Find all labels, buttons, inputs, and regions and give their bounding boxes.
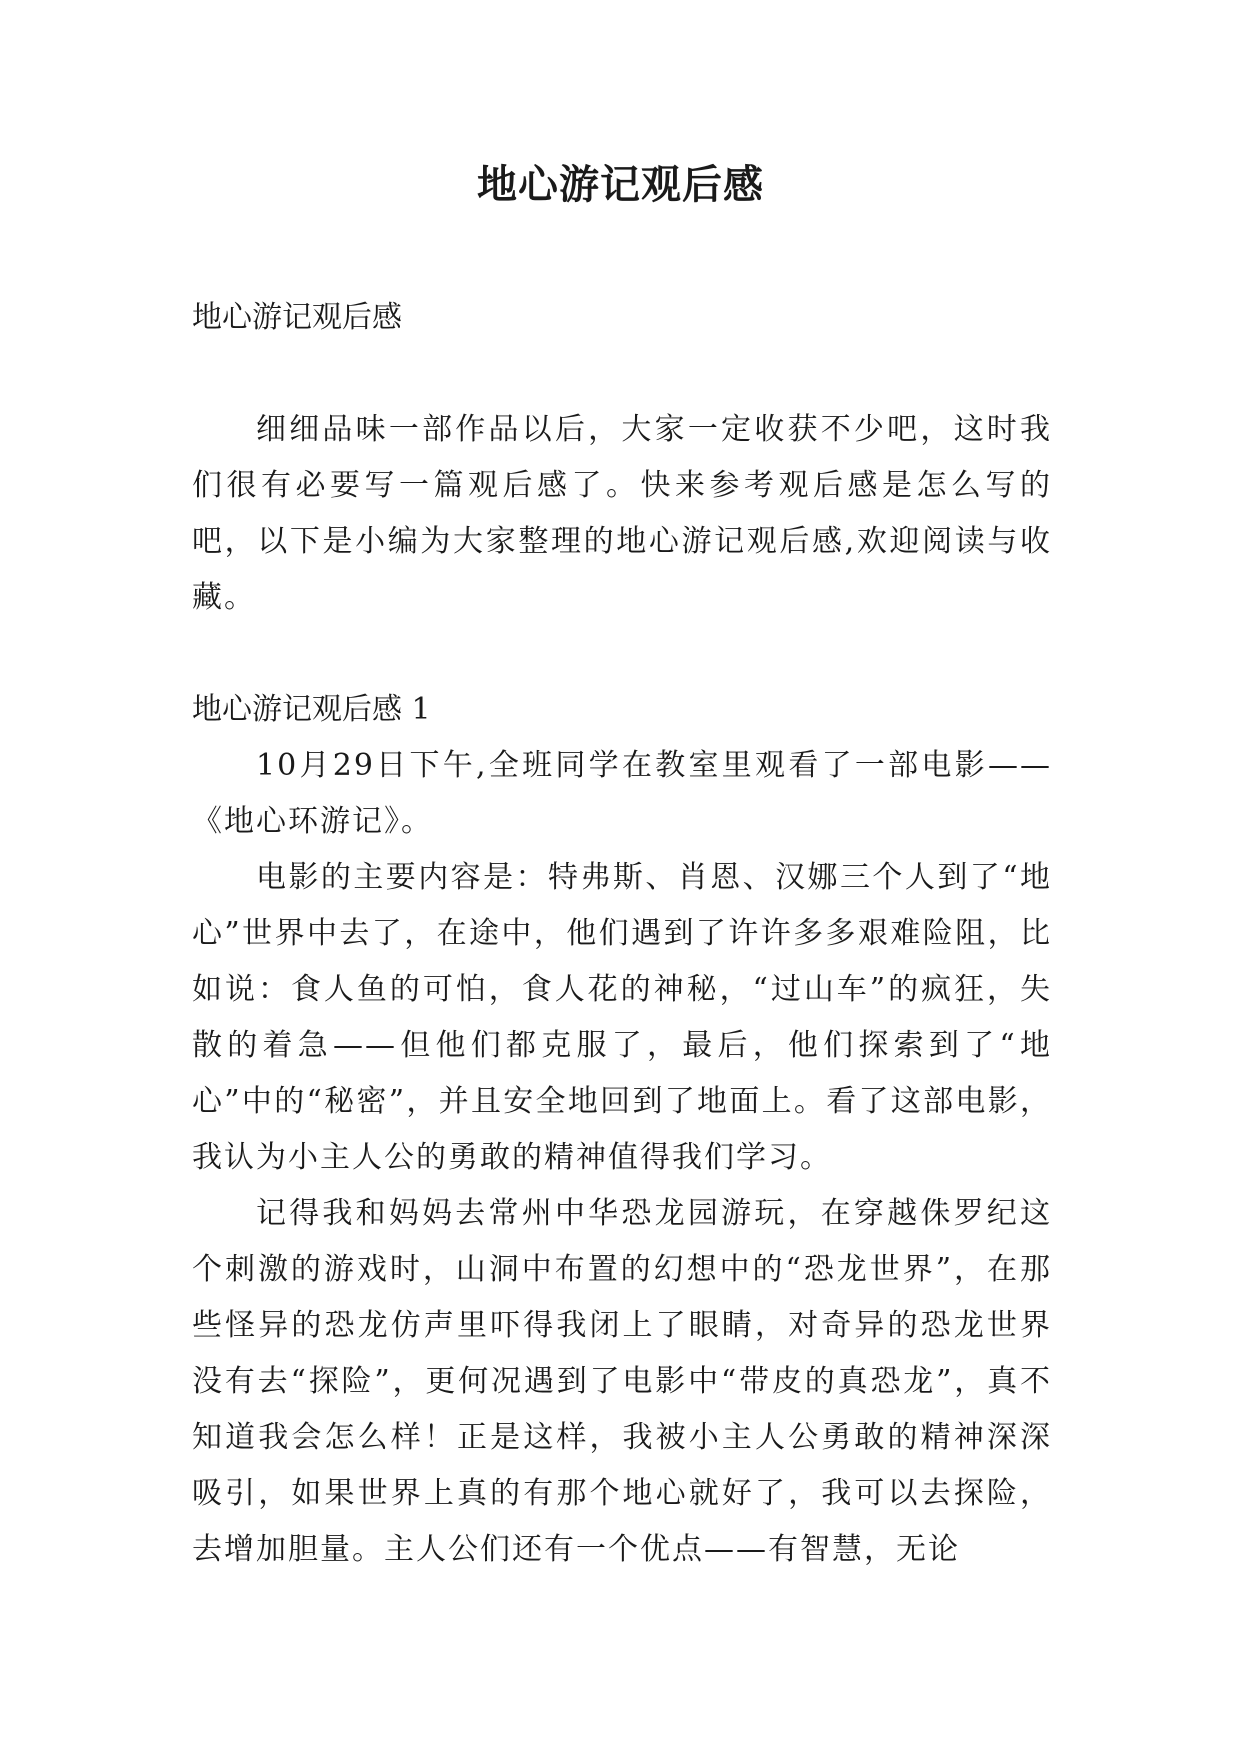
- body-paragraph: 10月29日下午,全班同学在教室里观看了一部电影——《地心环游记》。: [192, 748, 1052, 839]
- section-heading: 地心游记观后感 1: [192, 692, 431, 727]
- body-paragraph: 记得我和妈妈去常州中华恐龙园游玩，在穿越侏罗纪这个刺激的游戏时，山洞中布置的幻想中的“恐龙世界”，在那些怪异的恐龙仿声里吓得我闭上了眼睛，对奇异的恐龙世界没有去“探险”，更何况遇到了电影中“带皮的真恐龙”，真不知道我会怎么样！正是这样，我被小主人公勇敢的精神深深吸引，如果世界上真的有那个地心就好了，我可以去探险，去增加胆量。主人公们还有一个优点——有智慧，无论: [192, 1196, 1052, 1567]
- document-body: [192, 290, 1052, 1578]
- document-title: 地心游记观后感: [477, 161, 764, 208]
- spacer: [192, 346, 1052, 402]
- spacer: [192, 626, 1052, 682]
- body-paragraph: 电影的主要内容是：特弗斯、肖恩、汉娜三个人到了“地心”世界中去了，在途中，他们遇到了许许多多艰难险阻，比如说：食人鱼的可怕，食人花的神秘，“过山车”的疯狂，失散的着急——但他们都克服了，最后，他们探索到了“地心”中的“秘密”，并且安全地回到了地面上。看了这部电影，我认为小主人公的勇敢的精神值得我们学习。: [192, 860, 1052, 1175]
- document-subtitle: 地心游记观后感: [192, 300, 402, 335]
- intro-paragraph: 细细品味一部作品以后，大家一定收获不少吧，这时我们很有必要写一篇观后感了。快来参考观后感是怎么写的吧，以下是小编为大家整理的地心游记观后感,欢迎阅读与收藏。: [192, 412, 1052, 615]
